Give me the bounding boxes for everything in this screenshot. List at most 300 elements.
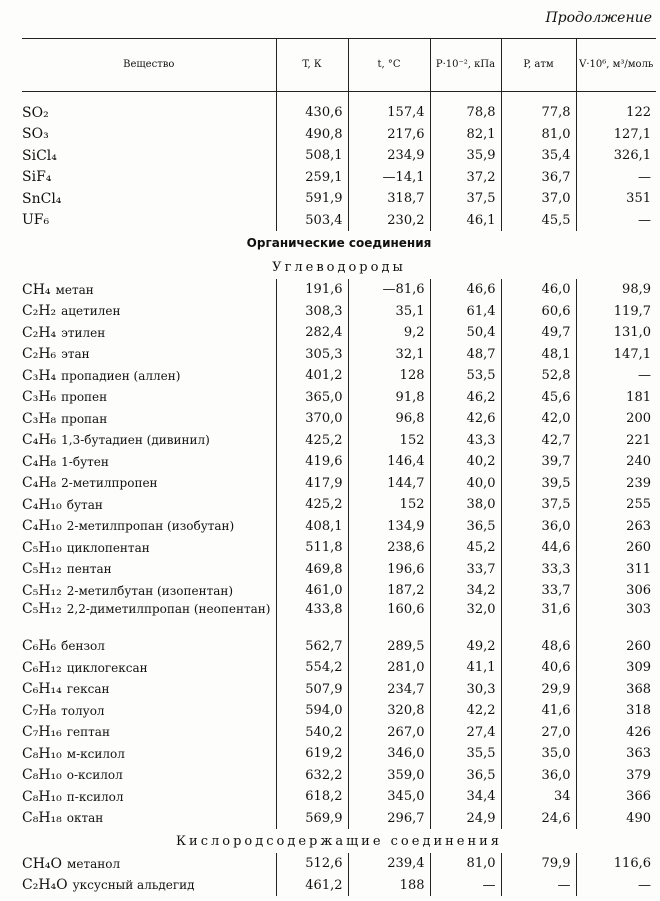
temp-c-cell: 160,6 — [348, 602, 430, 636]
substance-cell — [22, 322, 276, 344]
temp-c-cell: 234,7 — [348, 679, 430, 701]
temp-k-cell: 619,2 — [276, 743, 348, 765]
table-row — [22, 679, 656, 701]
table-row — [22, 451, 656, 473]
substance-cell — [22, 430, 276, 452]
pressure-kpa-cell: 78,8 — [430, 92, 501, 124]
temp-c-cell: 134,9 — [348, 516, 430, 538]
substance-cell — [22, 365, 276, 387]
temp-c-cell: 318,7 — [348, 188, 430, 210]
temp-c-cell: 91,8 — [348, 387, 430, 409]
substance-cell — [22, 451, 276, 473]
temp-c-cell: 230,2 — [348, 210, 430, 232]
compound-name: метанол — [67, 856, 121, 871]
temp-k-cell: 430,6 — [276, 92, 348, 124]
table-row — [22, 875, 656, 897]
compound-name: гексан — [66, 682, 110, 697]
substance-cell — [22, 124, 276, 146]
pressure-atm-cell: 29,9 — [501, 679, 576, 701]
pressure-atm-cell: 35,0 — [501, 743, 576, 765]
compound-name: бензол — [61, 639, 105, 654]
volume-cell: 366 — [576, 786, 656, 808]
pressure-atm-cell: 49,7 — [501, 322, 576, 344]
pressure-atm-cell: 36,7 — [501, 167, 576, 189]
volume-cell: 239 — [576, 473, 656, 495]
pressure-kpa-cell: 43,3 — [430, 430, 501, 452]
substance-cell — [22, 167, 276, 189]
table-row — [22, 387, 656, 409]
formula: UF₆ — [22, 212, 50, 229]
volume-cell: 318 — [576, 700, 656, 722]
formula: SnCl₄ — [22, 190, 62, 207]
substance-cell — [22, 344, 276, 366]
table-row — [22, 430, 656, 452]
pressure-atm-cell: 79,9 — [501, 853, 576, 875]
volume-cell: 240 — [576, 451, 656, 473]
temp-c-cell: 345,0 — [348, 786, 430, 808]
pressure-atm-cell: 33,3 — [501, 559, 576, 581]
header-temp-k: T, К — [276, 39, 348, 92]
substance-cell — [22, 516, 276, 538]
table-row — [22, 322, 656, 344]
pressure-atm-cell: 48,1 — [501, 344, 576, 366]
table-row — [22, 808, 656, 830]
temp-k-cell: 540,2 — [276, 722, 348, 744]
pressure-atm-cell: 39,7 — [501, 451, 576, 473]
volume-cell: 221 — [576, 430, 656, 452]
substance-cell — [22, 786, 276, 808]
formula: SiF₄ — [22, 169, 52, 186]
volume-cell: 306 — [576, 580, 656, 602]
table-row — [22, 473, 656, 495]
formula: C₄H₆ — [22, 432, 57, 449]
table-row — [22, 722, 656, 744]
compound-name: метан — [55, 282, 94, 297]
pressure-atm-cell: 42,0 — [501, 408, 576, 430]
pressure-atm-cell: 52,8 — [501, 365, 576, 387]
substance-cell — [22, 279, 276, 301]
section-heading: Углеводороды — [272, 259, 406, 275]
formula: C₄H₈ — [22, 475, 57, 492]
volume-cell: 326,1 — [576, 145, 656, 167]
volume-cell: 260 — [576, 537, 656, 559]
header-pressure-atm: P, атм — [501, 39, 576, 92]
temp-k-cell: 433,8 — [276, 602, 348, 636]
formula: C₆H₁₄ — [22, 681, 62, 698]
table-row — [22, 853, 656, 875]
pressure-atm-cell: 41,6 — [501, 700, 576, 722]
formula: C₄H₈ — [22, 453, 57, 470]
substance-cell — [22, 408, 276, 430]
substance-cell — [22, 679, 276, 701]
compound-name: циклогексан — [66, 660, 148, 675]
pressure-atm-cell: 39,5 — [501, 473, 576, 495]
formula: C₈H₁₀ — [22, 767, 62, 784]
substance-cell — [22, 92, 276, 124]
formula: C₂H₄O — [22, 877, 68, 894]
compound-name: бутан — [66, 497, 103, 512]
temp-c-cell: 238,6 — [348, 537, 430, 559]
section-heading-row — [22, 255, 656, 279]
formula: C₈H₁₈ — [22, 810, 62, 827]
table-row — [22, 537, 656, 559]
formula: SO₂ — [22, 104, 49, 121]
formula: C₆H₆ — [22, 638, 57, 655]
table-row — [22, 365, 656, 387]
temp-k-cell: 569,9 — [276, 808, 348, 830]
header-volume: V·10⁶, м³/моль — [576, 39, 656, 92]
table-row — [22, 786, 656, 808]
pressure-atm-cell: 60,6 — [501, 301, 576, 323]
table-header-row — [22, 39, 656, 92]
substance-cell — [22, 559, 276, 581]
volume-cell: 98,9 — [576, 279, 656, 301]
volume-cell: 368 — [576, 679, 656, 701]
pressure-kpa-cell: 24,9 — [430, 808, 501, 830]
table-row — [22, 167, 656, 189]
volume-cell: 303 — [576, 602, 656, 636]
compound-name: 2,2-диметилпропан (неопентан) — [66, 601, 271, 616]
compound-name: 2-метилбутан (изопентан) — [66, 583, 234, 598]
temp-c-cell: 152 — [348, 494, 430, 516]
temp-k-cell: 417,9 — [276, 473, 348, 495]
volume-cell: 147,1 — [576, 344, 656, 366]
pressure-kpa-cell: 36,5 — [430, 516, 501, 538]
substance-cell — [22, 636, 276, 658]
temp-c-cell: —81,6 — [348, 279, 430, 301]
pressure-kpa-cell: 81,0 — [430, 853, 501, 875]
section-heading: Кислородсодержащие соединения — [175, 833, 502, 849]
formula: C₅H₁₂ — [22, 561, 62, 578]
temp-k-cell: 562,7 — [276, 636, 348, 658]
compound-name: 1,3-бутадиен (дивинил) — [61, 433, 210, 448]
volume-cell: 119,7 — [576, 301, 656, 323]
temp-k-cell: 591,9 — [276, 188, 348, 210]
compound-name: о-ксилол — [66, 768, 123, 783]
pressure-kpa-cell: 27,4 — [430, 722, 501, 744]
pressure-atm-cell: 27,0 — [501, 722, 576, 744]
pressure-kpa-cell: 30,3 — [430, 679, 501, 701]
temp-c-cell: 267,0 — [348, 722, 430, 744]
substance-cell — [22, 473, 276, 495]
table-row — [22, 516, 656, 538]
temp-c-cell: 35,1 — [348, 301, 430, 323]
formula: C₅H₁₀ — [22, 539, 62, 556]
compound-name: циклопентан — [66, 540, 150, 555]
table-row — [22, 145, 656, 167]
formula: C₂H₂ — [22, 303, 57, 320]
table-row — [22, 559, 656, 581]
temp-k-cell: 554,2 — [276, 657, 348, 679]
temp-c-cell: 196,6 — [348, 559, 430, 581]
substance-cell — [22, 657, 276, 679]
formula: C₅H₁₂ — [22, 582, 62, 599]
table-row — [22, 301, 656, 323]
table-row — [22, 765, 656, 787]
pressure-kpa-cell: 33,7 — [430, 559, 501, 581]
substance-cell — [22, 808, 276, 830]
temp-c-cell: 359,0 — [348, 765, 430, 787]
pressure-kpa-cell: 36,5 — [430, 765, 501, 787]
pressure-atm-cell: 48,6 — [501, 636, 576, 658]
formula: C₄H₁₀ — [22, 518, 62, 535]
pressure-kpa-cell: 46,2 — [430, 387, 501, 409]
temp-k-cell: 461,0 — [276, 580, 348, 602]
temp-c-cell: 320,8 — [348, 700, 430, 722]
pressure-kpa-cell: — — [430, 875, 501, 897]
compound-name: пропадиен (аллен) — [61, 368, 181, 383]
formula: C₃H₈ — [22, 410, 57, 427]
temp-c-cell: 128 — [348, 365, 430, 387]
temp-c-cell: 289,5 — [348, 636, 430, 658]
volume-cell: — — [576, 875, 656, 897]
temp-c-cell: 187,2 — [348, 580, 430, 602]
section-heading-row — [22, 231, 656, 255]
compound-name: м-ксилол — [66, 746, 125, 761]
temp-c-cell: 188 — [348, 875, 430, 897]
pressure-kpa-cell: 45,2 — [430, 537, 501, 559]
formula: C₇H₁₆ — [22, 724, 62, 741]
table-row — [22, 700, 656, 722]
substance-cell — [22, 210, 276, 232]
temp-k-cell: 191,6 — [276, 279, 348, 301]
pressure-atm-cell: 37,5 — [501, 494, 576, 516]
formula: C₂H₄ — [22, 324, 57, 341]
temp-c-cell: 96,8 — [348, 408, 430, 430]
table-row — [22, 92, 656, 124]
formula: C₈H₁₀ — [22, 745, 62, 762]
volume-cell: — — [576, 365, 656, 387]
pressure-kpa-cell: 42,6 — [430, 408, 501, 430]
substance-cell — [22, 387, 276, 409]
pressure-atm-cell: 31,6 — [501, 602, 576, 636]
pressure-atm-cell: 42,7 — [501, 430, 576, 452]
temp-k-cell: 503,4 — [276, 210, 348, 232]
table-row — [22, 124, 656, 146]
formula: C₃H₆ — [22, 389, 57, 406]
substance-cell — [22, 580, 276, 602]
pressure-atm-cell: 36,0 — [501, 765, 576, 787]
volume-cell: 309 — [576, 657, 656, 679]
pressure-kpa-cell: 50,4 — [430, 322, 501, 344]
pressure-atm-cell: 34 — [501, 786, 576, 808]
temp-c-cell: 217,6 — [348, 124, 430, 146]
pressure-kpa-cell: 34,2 — [430, 580, 501, 602]
pressure-kpa-cell: 41,1 — [430, 657, 501, 679]
compound-name: этан — [61, 347, 90, 362]
formula: C₇H₈ — [22, 702, 57, 719]
volume-cell: 426 — [576, 722, 656, 744]
pressure-kpa-cell: 32,0 — [430, 602, 501, 636]
compound-name: 2-метилпропан (изобутан) — [66, 519, 235, 534]
header-pressure-kpa: P·10⁻², кПа — [430, 39, 501, 92]
critical-constants-table — [22, 38, 656, 896]
temp-k-cell: 305,3 — [276, 344, 348, 366]
pressure-atm-cell: 44,6 — [501, 537, 576, 559]
compound-name: 2-метилпропен — [61, 476, 158, 491]
formula: C₆H₁₂ — [22, 659, 62, 676]
pressure-atm-cell: — — [501, 875, 576, 897]
compound-name: этилен — [61, 325, 106, 340]
volume-cell: 116,6 — [576, 853, 656, 875]
volume-cell: 363 — [576, 743, 656, 765]
pressure-kpa-cell: 40,2 — [430, 451, 501, 473]
pressure-atm-cell: 45,6 — [501, 387, 576, 409]
pressure-atm-cell: 45,5 — [501, 210, 576, 232]
temp-k-cell: 618,2 — [276, 786, 348, 808]
temp-k-cell: 425,2 — [276, 430, 348, 452]
table-row — [22, 580, 656, 602]
pressure-atm-cell: 81,0 — [501, 124, 576, 146]
substance-cell — [22, 602, 276, 636]
volume-cell: 181 — [576, 387, 656, 409]
temp-k-cell: 490,8 — [276, 124, 348, 146]
temp-k-cell: 365,0 — [276, 387, 348, 409]
header-substance: Вещество — [22, 39, 276, 92]
table-row — [22, 602, 656, 636]
formula: CH₄ — [22, 281, 51, 298]
formula: CH₄O — [22, 855, 63, 872]
temp-c-cell: 239,4 — [348, 853, 430, 875]
temp-k-cell: 408,1 — [276, 516, 348, 538]
substance-cell — [22, 853, 276, 875]
volume-cell: — — [576, 210, 656, 232]
header-temp-c: t, °С — [348, 39, 430, 92]
table-row — [22, 657, 656, 679]
pressure-atm-cell: 36,0 — [501, 516, 576, 538]
continued-label: Продолжение — [545, 10, 652, 26]
pressure-kpa-cell: 35,5 — [430, 743, 501, 765]
formula: C₅H₁₂ — [22, 600, 62, 617]
compound-name: ацетилен — [61, 304, 121, 319]
temp-k-cell: 259,1 — [276, 167, 348, 189]
pressure-kpa-cell: 46,1 — [430, 210, 501, 232]
volume-cell: 260 — [576, 636, 656, 658]
compound-name: толуол — [61, 703, 105, 718]
volume-cell: 351 — [576, 188, 656, 210]
substance-cell — [22, 765, 276, 787]
pressure-atm-cell: 33,7 — [501, 580, 576, 602]
substance-cell — [22, 700, 276, 722]
formula: SiCl₄ — [22, 147, 57, 164]
compound-name: пропен — [61, 390, 108, 405]
table-row — [22, 188, 656, 210]
formula: C₃H₄ — [22, 367, 57, 384]
section-heading-row — [22, 829, 656, 853]
pressure-kpa-cell: 42,2 — [430, 700, 501, 722]
volume-cell: — — [576, 167, 656, 189]
temp-k-cell: 507,9 — [276, 679, 348, 701]
section-heading: Органические соединения — [246, 236, 432, 250]
temp-k-cell: 512,6 — [276, 853, 348, 875]
pressure-kpa-cell: 82,1 — [430, 124, 501, 146]
temp-k-cell: 461,2 — [276, 875, 348, 897]
pressure-kpa-cell: 53,5 — [430, 365, 501, 387]
substance-cell — [22, 537, 276, 559]
pressure-kpa-cell: 48,7 — [430, 344, 501, 366]
table-row — [22, 210, 656, 232]
temp-k-cell: 282,4 — [276, 322, 348, 344]
table-row — [22, 279, 656, 301]
temp-c-cell: 281,0 — [348, 657, 430, 679]
compound-name: пентан — [66, 562, 112, 577]
table-row — [22, 636, 656, 658]
temp-k-cell: 508,1 — [276, 145, 348, 167]
temp-c-cell: —14,1 — [348, 167, 430, 189]
temp-k-cell: 511,8 — [276, 537, 348, 559]
temp-k-cell: 401,2 — [276, 365, 348, 387]
volume-cell: 127,1 — [576, 124, 656, 146]
pressure-atm-cell: 35,4 — [501, 145, 576, 167]
compound-name: уксусный альдегид — [72, 878, 195, 893]
substance-cell — [22, 875, 276, 897]
temp-c-cell: 296,7 — [348, 808, 430, 830]
temp-c-cell: 234,9 — [348, 145, 430, 167]
temp-c-cell: 146,4 — [348, 451, 430, 473]
volume-cell: 263 — [576, 516, 656, 538]
formula: C₄H₁₀ — [22, 496, 62, 513]
table-row — [22, 494, 656, 516]
temp-c-cell: 9,2 — [348, 322, 430, 344]
table-row — [22, 344, 656, 366]
temp-k-cell: 419,6 — [276, 451, 348, 473]
table-row — [22, 408, 656, 430]
compound-name: пропан — [61, 411, 108, 426]
pressure-kpa-cell: 35,9 — [430, 145, 501, 167]
volume-cell: 379 — [576, 765, 656, 787]
temp-c-cell: 346,0 — [348, 743, 430, 765]
pressure-atm-cell: 40,6 — [501, 657, 576, 679]
pressure-kpa-cell: 34,4 — [430, 786, 501, 808]
volume-cell: 311 — [576, 559, 656, 581]
pressure-atm-cell: 37,0 — [501, 188, 576, 210]
temp-c-cell: 144,7 — [348, 473, 430, 495]
table-row — [22, 743, 656, 765]
pressure-kpa-cell: 37,2 — [430, 167, 501, 189]
compound-name: октан — [66, 811, 104, 826]
temp-k-cell: 425,2 — [276, 494, 348, 516]
compound-name: 1-бутен — [61, 454, 109, 469]
pressure-atm-cell: 24,6 — [501, 808, 576, 830]
volume-cell: 131,0 — [576, 322, 656, 344]
volume-cell: 200 — [576, 408, 656, 430]
pressure-atm-cell: 77,8 — [501, 92, 576, 124]
substance-cell — [22, 301, 276, 323]
pressure-kpa-cell: 38,0 — [430, 494, 501, 516]
substance-cell — [22, 722, 276, 744]
volume-cell: 255 — [576, 494, 656, 516]
temp-c-cell: 152 — [348, 430, 430, 452]
formula: SO₃ — [22, 126, 49, 143]
formula: C₈H₁₀ — [22, 788, 62, 805]
pressure-kpa-cell: 40,0 — [430, 473, 501, 495]
substance-cell — [22, 188, 276, 210]
temp-k-cell: 370,0 — [276, 408, 348, 430]
compound-name: гептан — [66, 725, 110, 740]
temp-k-cell: 632,2 — [276, 765, 348, 787]
compound-name: п-ксилол — [66, 789, 124, 804]
temp-k-cell: 594,0 — [276, 700, 348, 722]
temp-k-cell: 469,8 — [276, 559, 348, 581]
temp-c-cell: 157,4 — [348, 92, 430, 124]
pressure-kpa-cell: 37,5 — [430, 188, 501, 210]
volume-cell: 122 — [576, 92, 656, 124]
pressure-kpa-cell: 49,2 — [430, 636, 501, 658]
substance-cell — [22, 494, 276, 516]
volume-cell: 490 — [576, 808, 656, 830]
substance-cell — [22, 743, 276, 765]
substance-cell — [22, 145, 276, 167]
